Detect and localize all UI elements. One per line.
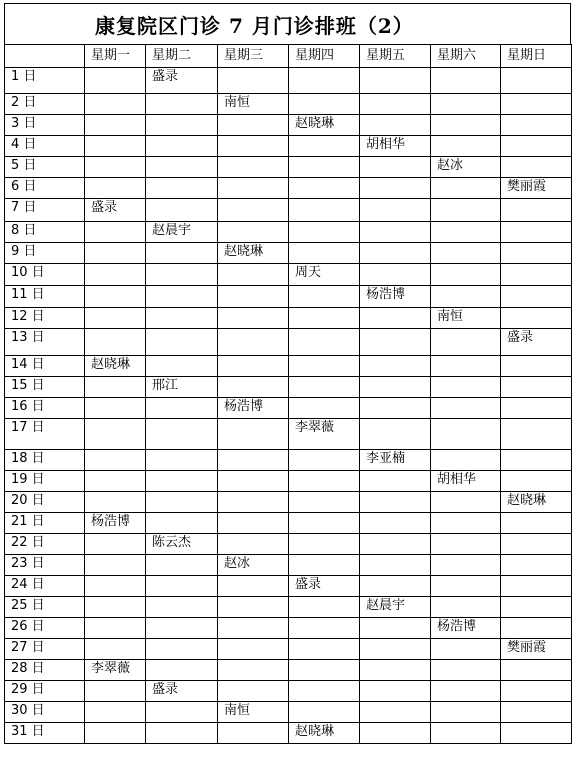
schedule-cell bbox=[85, 471, 146, 492]
schedule-cell bbox=[85, 377, 146, 398]
day-cell: 9 日 bbox=[5, 243, 85, 264]
schedule-cell bbox=[431, 68, 501, 94]
schedule-cell bbox=[431, 419, 501, 450]
schedule-cell bbox=[218, 597, 289, 618]
schedule-cell bbox=[146, 576, 218, 597]
schedule-cell bbox=[501, 513, 572, 534]
schedule-cell bbox=[85, 450, 146, 471]
day-cell: 16 日 bbox=[5, 398, 85, 419]
weekday-header: 星期六 bbox=[431, 45, 501, 68]
schedule-cell bbox=[501, 723, 572, 744]
schedule-cell bbox=[146, 286, 218, 308]
schedule-cell bbox=[501, 555, 572, 576]
schedule-cell bbox=[85, 157, 146, 178]
schedule-cell bbox=[218, 681, 289, 702]
schedule-cell bbox=[501, 419, 572, 450]
table-row bbox=[5, 264, 572, 286]
schedule-cell bbox=[360, 681, 431, 702]
schedule-cell bbox=[146, 450, 218, 471]
schedule-cell bbox=[85, 702, 146, 723]
schedule-cell bbox=[289, 329, 360, 356]
table-row bbox=[5, 136, 572, 157]
schedule-cell: 盛录 bbox=[289, 576, 360, 597]
schedule-cell bbox=[360, 702, 431, 723]
schedule-cell: 李翠薇 bbox=[289, 419, 360, 450]
schedule-cell bbox=[218, 419, 289, 450]
schedule-cell bbox=[85, 68, 146, 94]
schedule-cell bbox=[146, 492, 218, 513]
day-cell: 27 日 bbox=[5, 639, 85, 660]
table-row bbox=[5, 702, 572, 723]
schedule-cell: 赵晨宇 bbox=[360, 597, 431, 618]
schedule-cell bbox=[146, 178, 218, 199]
schedule-cell bbox=[289, 356, 360, 377]
day-cell: 8 日 bbox=[5, 222, 85, 243]
schedule-cell bbox=[501, 136, 572, 157]
schedule-cell bbox=[146, 419, 218, 450]
schedule-cell bbox=[431, 597, 501, 618]
table-row bbox=[5, 513, 572, 534]
schedule-cell bbox=[431, 576, 501, 597]
schedule-cell: 赵晓琳 bbox=[85, 356, 146, 377]
schedule-cell bbox=[146, 356, 218, 377]
schedule-cell bbox=[289, 377, 360, 398]
table-row bbox=[5, 534, 572, 555]
schedule-cell bbox=[146, 199, 218, 222]
schedule-body bbox=[5, 68, 572, 744]
schedule-cell: 陈云杰 bbox=[146, 534, 218, 555]
schedule-cell bbox=[360, 157, 431, 178]
table-row bbox=[5, 178, 572, 199]
schedule-cell: 赵晓琳 bbox=[289, 115, 360, 136]
schedule-cell bbox=[289, 597, 360, 618]
schedule-cell bbox=[431, 356, 501, 377]
day-cell: 22 日 bbox=[5, 534, 85, 555]
table-row bbox=[5, 157, 572, 178]
schedule-cell bbox=[360, 68, 431, 94]
schedule-cell bbox=[146, 243, 218, 264]
schedule-cell bbox=[289, 471, 360, 492]
schedule-cell bbox=[85, 329, 146, 356]
schedule-cell bbox=[146, 329, 218, 356]
schedule-cell bbox=[431, 513, 501, 534]
corner-cell bbox=[5, 45, 85, 68]
schedule-cell bbox=[289, 199, 360, 222]
weekday-header: 星期二 bbox=[146, 45, 218, 68]
schedule-cell: 樊丽霞 bbox=[501, 178, 572, 199]
schedule-cell bbox=[501, 702, 572, 723]
schedule-cell bbox=[289, 534, 360, 555]
day-cell: 25 日 bbox=[5, 597, 85, 618]
schedule-cell bbox=[146, 308, 218, 329]
schedule-cell: 杨浩博 bbox=[431, 618, 501, 639]
table-row bbox=[5, 419, 572, 450]
schedule-cell bbox=[289, 492, 360, 513]
table-row bbox=[5, 94, 572, 115]
schedule-cell bbox=[431, 723, 501, 744]
schedule-cell bbox=[431, 639, 501, 660]
schedule-cell bbox=[146, 94, 218, 115]
schedule-cell bbox=[501, 534, 572, 555]
day-cell: 3 日 bbox=[5, 115, 85, 136]
schedule-cell: 胡相华 bbox=[360, 136, 431, 157]
schedule-cell bbox=[85, 243, 146, 264]
table-row bbox=[5, 597, 572, 618]
schedule-cell: 杨浩博 bbox=[360, 286, 431, 308]
weekday-header: 星期三 bbox=[218, 45, 289, 68]
schedule-cell bbox=[218, 534, 289, 555]
schedule-cell bbox=[501, 222, 572, 243]
schedule-cell: 赵冰 bbox=[431, 157, 501, 178]
weekday-header: 星期四 bbox=[289, 45, 360, 68]
schedule-cell bbox=[218, 450, 289, 471]
day-cell: 30 日 bbox=[5, 702, 85, 723]
schedule-cell bbox=[431, 398, 501, 419]
schedule-cell bbox=[146, 618, 218, 639]
schedule-cell: 李翠薇 bbox=[85, 660, 146, 681]
schedule-cell bbox=[289, 68, 360, 94]
schedule-cell bbox=[218, 618, 289, 639]
schedule-cell bbox=[501, 377, 572, 398]
schedule-cell bbox=[85, 555, 146, 576]
day-cell: 10 日 bbox=[5, 264, 85, 286]
schedule-cell: 赵晓琳 bbox=[218, 243, 289, 264]
schedule-cell bbox=[85, 178, 146, 199]
schedule-cell bbox=[501, 471, 572, 492]
schedule-cell: 南恒 bbox=[218, 94, 289, 115]
schedule-cell bbox=[218, 513, 289, 534]
schedule-cell: 李亚楠 bbox=[360, 450, 431, 471]
schedule-cell bbox=[501, 308, 572, 329]
schedule-cell bbox=[85, 492, 146, 513]
schedule-cell bbox=[501, 660, 572, 681]
schedule-cell bbox=[289, 243, 360, 264]
schedule-cell bbox=[360, 222, 431, 243]
schedule-cell bbox=[218, 115, 289, 136]
day-cell: 18 日 bbox=[5, 450, 85, 471]
schedule-cell bbox=[431, 178, 501, 199]
table-row bbox=[5, 329, 572, 356]
schedule-cell: 胡相华 bbox=[431, 471, 501, 492]
schedule-cell bbox=[85, 534, 146, 555]
day-cell: 6 日 bbox=[5, 178, 85, 199]
schedule-cell bbox=[431, 681, 501, 702]
schedule-cell bbox=[289, 94, 360, 115]
schedule-cell bbox=[431, 534, 501, 555]
schedule-cell bbox=[146, 723, 218, 744]
schedule-cell: 南恒 bbox=[431, 308, 501, 329]
schedule-cell bbox=[85, 576, 146, 597]
schedule-cell bbox=[431, 286, 501, 308]
schedule-table bbox=[4, 44, 572, 744]
schedule-cell bbox=[85, 681, 146, 702]
schedule-cell bbox=[360, 377, 431, 398]
schedule-cell bbox=[360, 492, 431, 513]
schedule-cell bbox=[360, 356, 431, 377]
schedule-cell bbox=[146, 513, 218, 534]
table-row bbox=[5, 377, 572, 398]
schedule-cell bbox=[431, 94, 501, 115]
schedule-cell: 盛录 bbox=[501, 329, 572, 356]
table-row bbox=[5, 618, 572, 639]
schedule-cell bbox=[85, 398, 146, 419]
schedule-cell bbox=[289, 681, 360, 702]
day-cell: 17 日 bbox=[5, 419, 85, 450]
table-row bbox=[5, 199, 572, 222]
schedule-cell bbox=[289, 450, 360, 471]
schedule-cell bbox=[501, 199, 572, 222]
schedule-cell bbox=[289, 555, 360, 576]
schedule-cell bbox=[146, 157, 218, 178]
schedule-cell bbox=[501, 450, 572, 471]
schedule-cell bbox=[501, 286, 572, 308]
schedule-cell bbox=[360, 534, 431, 555]
schedule-cell bbox=[218, 199, 289, 222]
schedule-cell bbox=[85, 618, 146, 639]
schedule-cell bbox=[501, 157, 572, 178]
table-row bbox=[5, 555, 572, 576]
schedule-cell bbox=[289, 178, 360, 199]
schedule-cell bbox=[360, 576, 431, 597]
schedule-cell bbox=[431, 450, 501, 471]
day-cell: 1 日 bbox=[5, 68, 85, 94]
day-cell: 11 日 bbox=[5, 286, 85, 308]
schedule-cell: 杨浩博 bbox=[85, 513, 146, 534]
schedule-cell bbox=[501, 398, 572, 419]
schedule-cell bbox=[431, 115, 501, 136]
schedule-cell bbox=[360, 115, 431, 136]
day-cell: 5 日 bbox=[5, 157, 85, 178]
table-row bbox=[5, 492, 572, 513]
schedule-cell bbox=[360, 243, 431, 264]
schedule-cell bbox=[146, 471, 218, 492]
schedule-cell bbox=[501, 356, 572, 377]
day-cell: 26 日 bbox=[5, 618, 85, 639]
schedule-cell bbox=[360, 94, 431, 115]
schedule-cell bbox=[360, 264, 431, 286]
schedule-cell bbox=[360, 398, 431, 419]
schedule-cell bbox=[85, 639, 146, 660]
schedule-cell bbox=[289, 136, 360, 157]
schedule-cell bbox=[146, 597, 218, 618]
schedule-cell bbox=[289, 286, 360, 308]
schedule-cell bbox=[85, 419, 146, 450]
schedule-cell bbox=[431, 492, 501, 513]
schedule-cell bbox=[360, 555, 431, 576]
schedule-cell bbox=[360, 618, 431, 639]
schedule-cell bbox=[85, 597, 146, 618]
schedule-cell bbox=[218, 308, 289, 329]
schedule-cell bbox=[501, 618, 572, 639]
page-title: 康复院区门诊 7 月门诊排班（2） bbox=[4, 3, 571, 44]
schedule-cell bbox=[146, 398, 218, 419]
schedule-cell bbox=[360, 639, 431, 660]
schedule-cell bbox=[218, 639, 289, 660]
schedule-cell bbox=[146, 660, 218, 681]
table-row bbox=[5, 398, 572, 419]
schedule-cell bbox=[501, 264, 572, 286]
table-row bbox=[5, 639, 572, 660]
day-cell: 23 日 bbox=[5, 555, 85, 576]
day-cell: 29 日 bbox=[5, 681, 85, 702]
schedule-cell bbox=[360, 471, 431, 492]
day-cell: 7 日 bbox=[5, 199, 85, 222]
table-row bbox=[5, 222, 572, 243]
table-row bbox=[5, 68, 572, 94]
schedule-cell bbox=[218, 178, 289, 199]
weekday-header: 星期日 bbox=[501, 45, 572, 68]
day-cell: 21 日 bbox=[5, 513, 85, 534]
schedule-cell bbox=[289, 660, 360, 681]
table-row bbox=[5, 660, 572, 681]
table-row bbox=[5, 308, 572, 329]
schedule-cell: 盛录 bbox=[85, 199, 146, 222]
schedule-cell: 赵冰 bbox=[218, 555, 289, 576]
schedule-cell bbox=[218, 157, 289, 178]
schedule-cell bbox=[218, 136, 289, 157]
weekday-header: 星期五 bbox=[360, 45, 431, 68]
schedule-cell bbox=[289, 157, 360, 178]
table-row bbox=[5, 576, 572, 597]
schedule-cell bbox=[218, 492, 289, 513]
schedule-cell: 杨浩博 bbox=[218, 398, 289, 419]
schedule-cell bbox=[218, 329, 289, 356]
schedule-cell bbox=[431, 222, 501, 243]
schedule-cell: 邢江 bbox=[146, 377, 218, 398]
day-cell: 13 日 bbox=[5, 329, 85, 356]
schedule-cell bbox=[218, 660, 289, 681]
schedule-cell bbox=[431, 660, 501, 681]
table-row bbox=[5, 286, 572, 308]
schedule-cell bbox=[146, 136, 218, 157]
day-cell: 14 日 bbox=[5, 356, 85, 377]
schedule-cell bbox=[501, 115, 572, 136]
schedule-cell bbox=[431, 136, 501, 157]
schedule-cell bbox=[289, 308, 360, 329]
weekday-header: 星期一 bbox=[85, 45, 146, 68]
schedule-cell bbox=[146, 555, 218, 576]
day-cell: 28 日 bbox=[5, 660, 85, 681]
schedule-cell bbox=[218, 576, 289, 597]
schedule-cell bbox=[360, 199, 431, 222]
schedule-cell bbox=[360, 723, 431, 744]
table-row bbox=[5, 471, 572, 492]
schedule-cell bbox=[360, 329, 431, 356]
schedule-cell bbox=[501, 68, 572, 94]
schedule-cell bbox=[289, 639, 360, 660]
schedule-cell bbox=[289, 398, 360, 419]
schedule-cell bbox=[146, 639, 218, 660]
table-row bbox=[5, 356, 572, 377]
schedule-cell bbox=[85, 136, 146, 157]
schedule-cell bbox=[360, 513, 431, 534]
schedule-cell bbox=[85, 723, 146, 744]
schedule-cell: 赵晓琳 bbox=[289, 723, 360, 744]
schedule-cell bbox=[431, 243, 501, 264]
schedule-cell bbox=[146, 264, 218, 286]
schedule-cell bbox=[431, 264, 501, 286]
day-cell: 20 日 bbox=[5, 492, 85, 513]
schedule-cell bbox=[85, 115, 146, 136]
day-cell: 12 日 bbox=[5, 308, 85, 329]
day-cell: 4 日 bbox=[5, 136, 85, 157]
schedule-cell bbox=[85, 94, 146, 115]
weekday-header-row bbox=[5, 45, 572, 68]
day-cell: 15 日 bbox=[5, 377, 85, 398]
schedule-cell bbox=[218, 286, 289, 308]
schedule-cell bbox=[360, 419, 431, 450]
schedule-cell: 赵晨宇 bbox=[146, 222, 218, 243]
schedule-cell bbox=[218, 68, 289, 94]
schedule-cell bbox=[501, 94, 572, 115]
table-row bbox=[5, 243, 572, 264]
table-row bbox=[5, 115, 572, 136]
schedule-cell bbox=[289, 618, 360, 639]
schedule-cell bbox=[85, 308, 146, 329]
schedule-cell bbox=[218, 723, 289, 744]
schedule-cell: 樊丽霞 bbox=[501, 639, 572, 660]
day-cell: 31 日 bbox=[5, 723, 85, 744]
schedule-cell bbox=[289, 702, 360, 723]
schedule-cell bbox=[501, 597, 572, 618]
schedule-cell bbox=[85, 286, 146, 308]
schedule-cell bbox=[431, 702, 501, 723]
day-cell: 24 日 bbox=[5, 576, 85, 597]
schedule-cell bbox=[218, 471, 289, 492]
schedule-cell bbox=[360, 178, 431, 199]
day-cell: 19 日 bbox=[5, 471, 85, 492]
table-row bbox=[5, 450, 572, 471]
schedule-cell bbox=[501, 243, 572, 264]
schedule-cell bbox=[431, 377, 501, 398]
schedule-cell: 南恒 bbox=[218, 702, 289, 723]
schedule-sheet bbox=[4, 3, 571, 744]
table-row bbox=[5, 681, 572, 702]
schedule-cell bbox=[501, 576, 572, 597]
schedule-cell bbox=[218, 377, 289, 398]
schedule-cell bbox=[360, 660, 431, 681]
schedule-cell bbox=[218, 264, 289, 286]
schedule-cell bbox=[431, 555, 501, 576]
schedule-cell bbox=[289, 222, 360, 243]
schedule-cell bbox=[289, 513, 360, 534]
schedule-cell bbox=[146, 702, 218, 723]
schedule-cell bbox=[218, 222, 289, 243]
schedule-cell: 盛录 bbox=[146, 68, 218, 94]
table-row bbox=[5, 723, 572, 744]
schedule-cell: 赵晓琳 bbox=[501, 492, 572, 513]
schedule-cell bbox=[146, 115, 218, 136]
schedule-cell bbox=[501, 681, 572, 702]
schedule-cell bbox=[85, 222, 146, 243]
schedule-cell bbox=[431, 199, 501, 222]
schedule-cell bbox=[85, 264, 146, 286]
schedule-cell: 盛录 bbox=[146, 681, 218, 702]
schedule-cell: 周天 bbox=[289, 264, 360, 286]
schedule-cell bbox=[431, 329, 501, 356]
schedule-cell bbox=[218, 356, 289, 377]
day-cell: 2 日 bbox=[5, 94, 85, 115]
schedule-cell bbox=[360, 308, 431, 329]
